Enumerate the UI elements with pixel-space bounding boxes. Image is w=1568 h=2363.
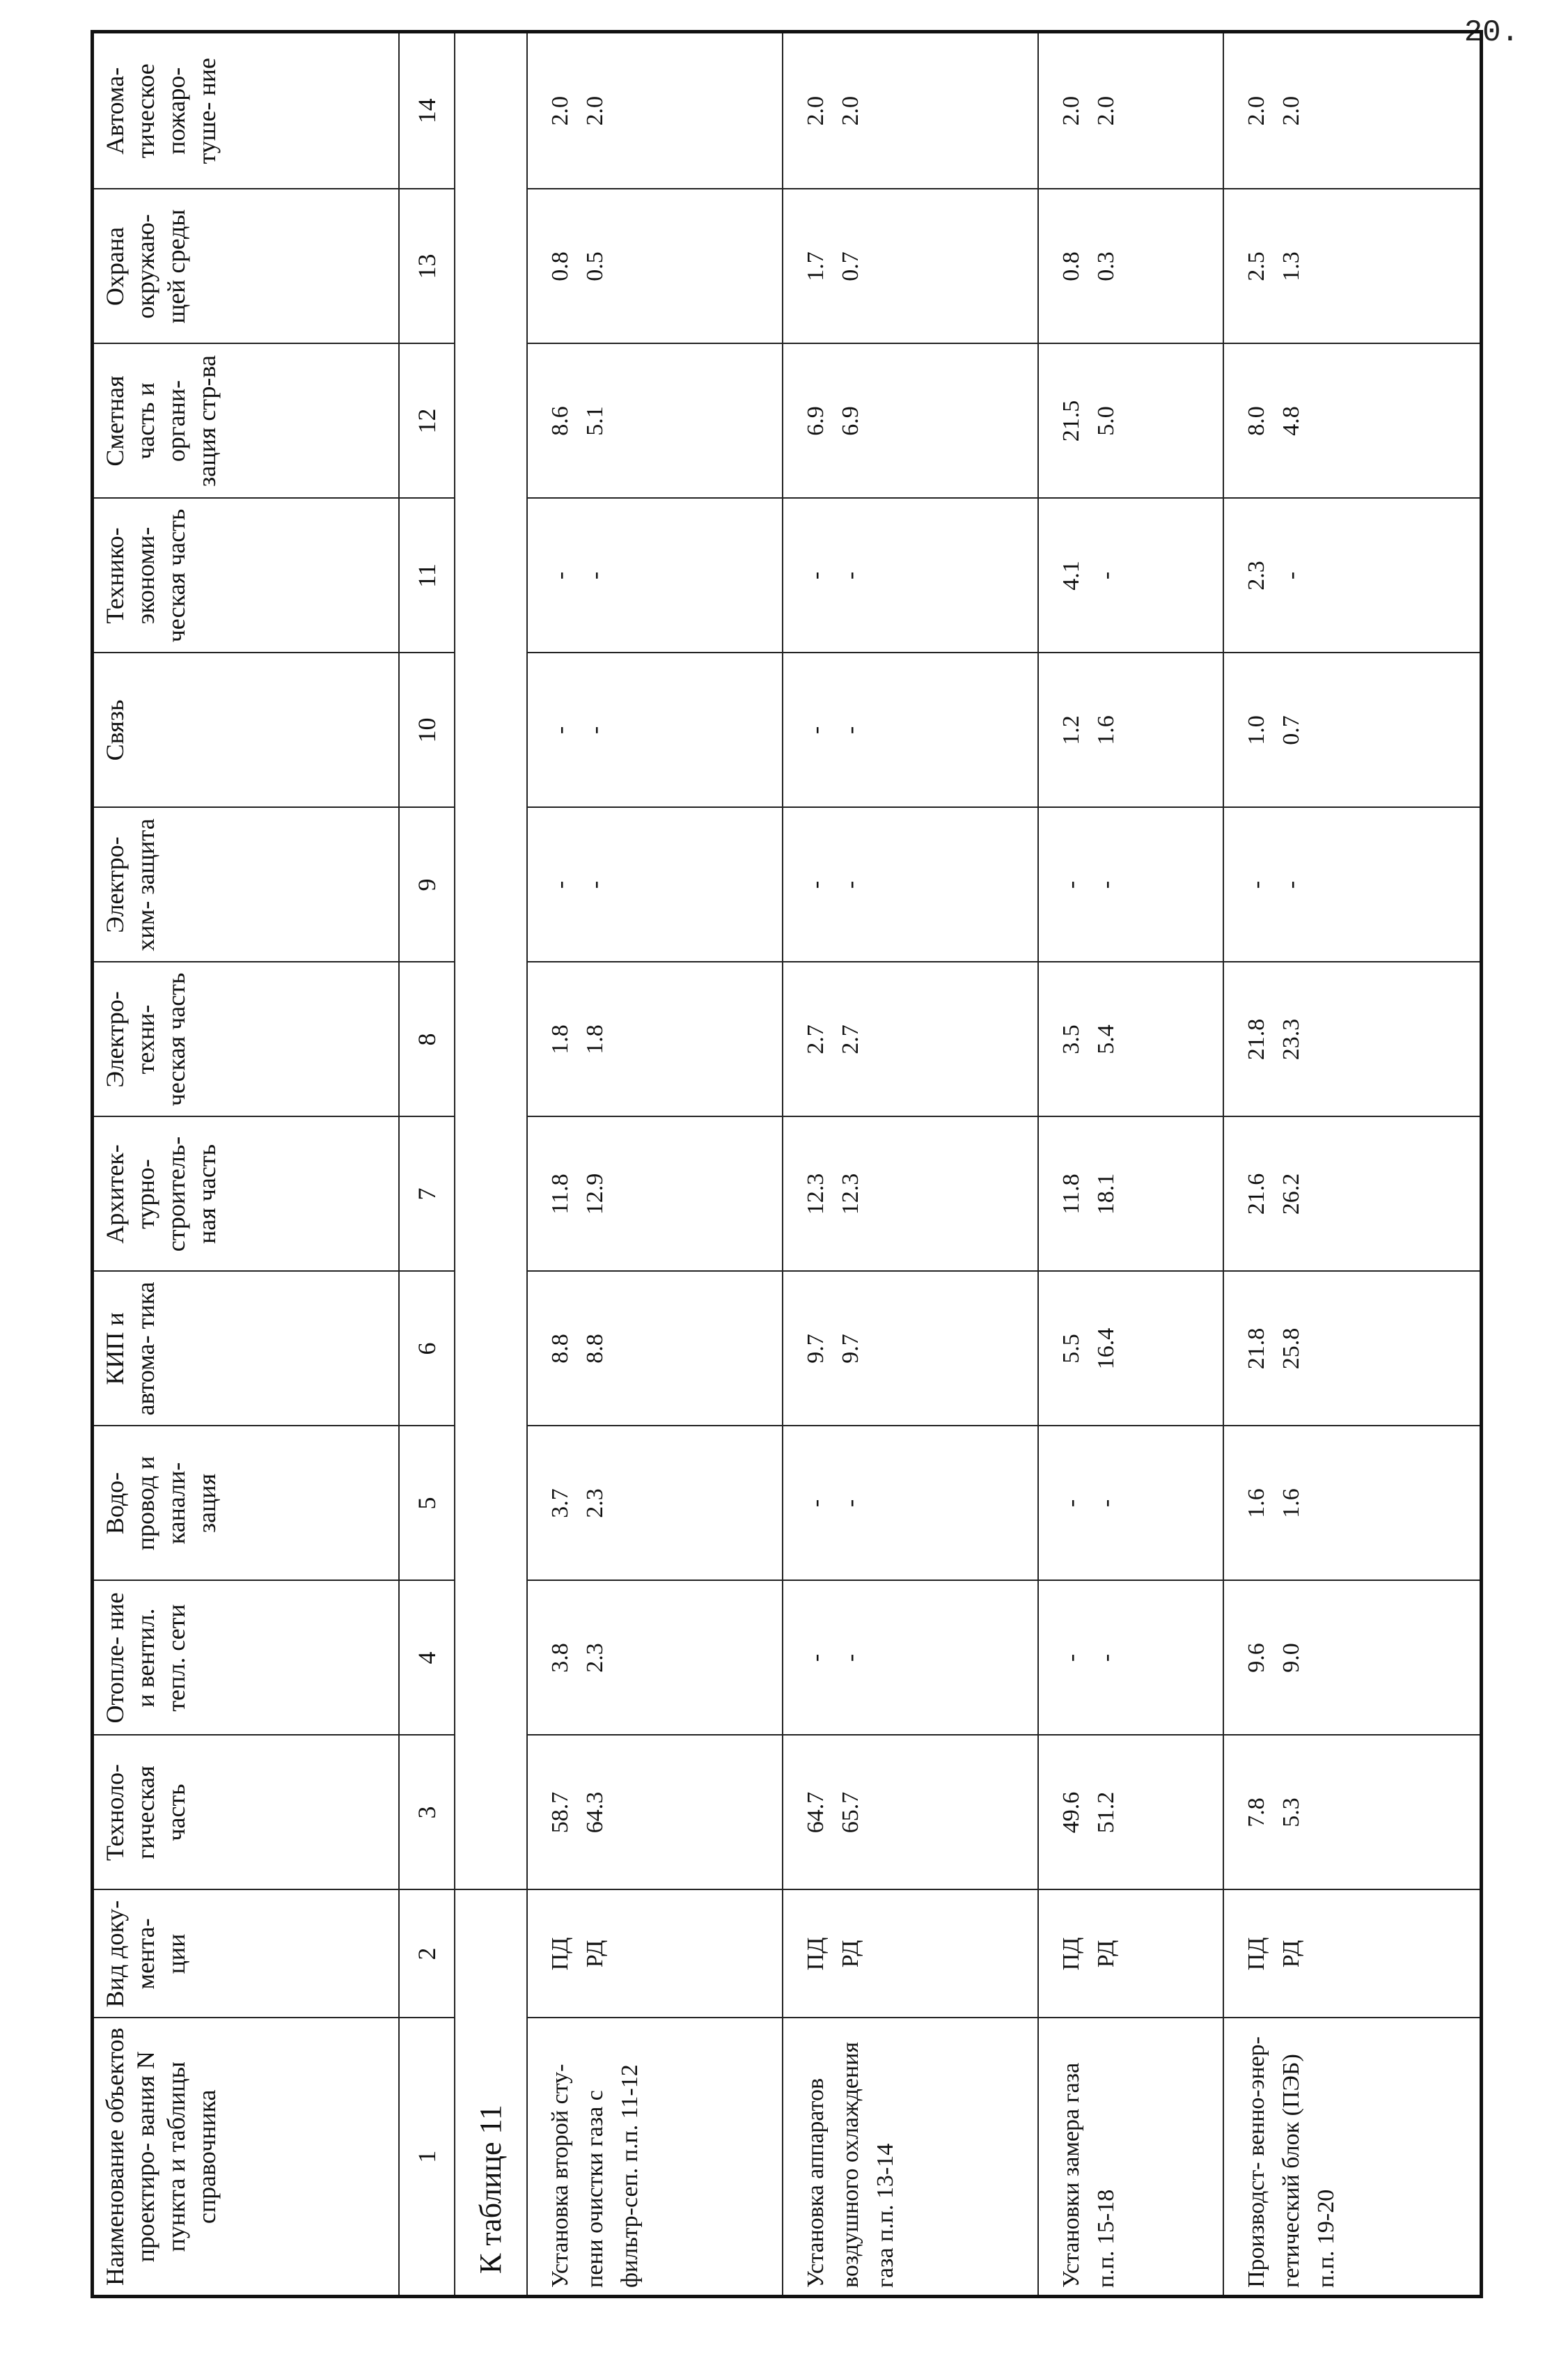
value-cell xyxy=(1038,1426,1223,1581)
percent-value: 6.9 xyxy=(837,406,863,436)
percent-value: - xyxy=(1058,1653,1084,1662)
value-cell xyxy=(1223,653,1481,808)
column-number: 3 xyxy=(399,1736,455,1890)
percent-value: 2.7 xyxy=(802,1024,829,1054)
value-cell xyxy=(1223,808,1481,962)
value-cell xyxy=(1038,653,1223,808)
percent-value: - xyxy=(802,1499,829,1508)
percent-value: - xyxy=(837,571,863,580)
table-body xyxy=(455,32,1482,2297)
percent-value: - xyxy=(547,571,573,580)
percent-value: 9.0 xyxy=(1278,1643,1305,1673)
doc-type-value: ПД xyxy=(1058,1937,1084,1971)
column-number-row xyxy=(399,32,455,2297)
percent-value: 3.8 xyxy=(547,1643,573,1673)
value-cell xyxy=(1038,808,1223,962)
percent-value: 5.4 xyxy=(1092,1024,1119,1054)
value-cell xyxy=(527,808,783,962)
column-number: 9 xyxy=(399,808,455,962)
percent-value: - xyxy=(1092,571,1119,580)
header-row xyxy=(93,32,399,2297)
percent-value: - xyxy=(837,880,863,889)
percent-value: 16.4 xyxy=(1092,1327,1119,1370)
percent-value: 51.2 xyxy=(1092,1791,1119,1834)
header-heating: Отопле- ние и вентил. тепл. сети xyxy=(93,1581,399,1736)
header-water-supply: Водо- провод и канали- зация xyxy=(93,1426,399,1581)
doc-type-cell xyxy=(783,1890,1038,2018)
percent-value: 21.8 xyxy=(1244,1018,1270,1061)
value-cell xyxy=(1223,1117,1481,1272)
percent-value: 64.3 xyxy=(581,1791,608,1834)
header-communication: Связь xyxy=(93,653,399,808)
value-cell xyxy=(1223,1581,1481,1736)
value-cell xyxy=(783,499,1038,653)
percent-value: 1.2 xyxy=(1058,715,1084,745)
header-fire-suppression: Автома- тическое пожаро- туше- ние xyxy=(93,32,399,189)
section-title: К таблице 11 xyxy=(455,1890,527,2297)
value-cell xyxy=(1038,1736,1223,1890)
value-cell xyxy=(783,1272,1038,1426)
header-instrumentation: КИП и автома- тика xyxy=(93,1272,399,1426)
percent-value: - xyxy=(802,1653,829,1662)
percent-value: 2.0 xyxy=(1244,96,1270,126)
doc-type-value: ПД xyxy=(1244,1937,1270,1971)
value-cell xyxy=(1223,1736,1481,1890)
percent-value: 64.7 xyxy=(802,1791,829,1834)
doc-type-value: РД xyxy=(581,1940,608,1968)
section-row xyxy=(455,32,527,2297)
table-header xyxy=(93,32,455,2297)
percent-value: 0.8 xyxy=(1058,251,1084,281)
percent-value: - xyxy=(547,880,573,889)
percent-value: - xyxy=(802,880,829,889)
percent-value: 0.8 xyxy=(547,251,573,281)
percent-value: 1.0 xyxy=(1244,715,1270,745)
doc-type-value: РД xyxy=(1278,1940,1305,1968)
value-cell xyxy=(527,499,783,653)
percent-value: 4.1 xyxy=(1058,561,1084,591)
percent-value: 21.8 xyxy=(1244,1327,1270,1370)
table-row xyxy=(527,32,783,2297)
value-cell xyxy=(527,1117,783,1272)
value-cell xyxy=(1038,499,1223,653)
percent-value: - xyxy=(1244,880,1270,889)
value-cell xyxy=(1038,1272,1223,1426)
value-cell xyxy=(1038,1581,1223,1736)
object-name-cell: Установки замера газа п.п. 15-18 xyxy=(1038,2018,1223,2297)
percent-value: 2.3 xyxy=(1244,561,1270,591)
percent-value: 9.7 xyxy=(837,1334,863,1364)
value-cell xyxy=(1038,962,1223,1117)
percent-value: 58.7 xyxy=(547,1791,573,1834)
percent-value: 0.7 xyxy=(1278,715,1305,745)
doc-type-value: ПД xyxy=(547,1937,573,1971)
percent-value: - xyxy=(581,571,608,580)
doc-type-value: ПД xyxy=(802,1937,829,1971)
percent-value: 2.0 xyxy=(837,96,863,126)
header-economics: Технико- экономи- ческая часть xyxy=(93,499,399,653)
header-electrochemical-protection: Электро- хим- защита xyxy=(93,808,399,962)
value-cell xyxy=(1223,32,1481,189)
column-number: 4 xyxy=(399,1581,455,1736)
value-cell xyxy=(1223,344,1481,499)
value-cell xyxy=(783,653,1038,808)
value-cell xyxy=(783,1736,1038,1890)
column-number: 10 xyxy=(399,653,455,808)
doc-type-cell xyxy=(527,1890,783,2018)
percent-value: - xyxy=(1058,880,1084,889)
percent-value: 1.8 xyxy=(547,1024,573,1054)
percent-value: 12.9 xyxy=(581,1173,608,1215)
object-name-cell: Установка второй сту- пени очистки газа с фильтр-сеп. п.п. 11-12 xyxy=(527,2018,783,2297)
value-cell xyxy=(1223,189,1481,344)
percent-value: 2.0 xyxy=(1092,96,1119,126)
percent-value: 21.5 xyxy=(1058,400,1084,442)
percent-value: 11.8 xyxy=(1058,1173,1084,1215)
object-name-cell: Установка аппаратов воздушного охлаждения газа п.п. 13-14 xyxy=(783,2018,1038,2297)
percent-value: 12.3 xyxy=(837,1173,863,1215)
percent-value: - xyxy=(837,1653,863,1662)
percent-value: 2.0 xyxy=(581,96,608,126)
header-object-name: Наименование объектов проектиро- вания N пункта и таблицы справочника xyxy=(93,2018,399,2297)
value-cell xyxy=(527,653,783,808)
percent-value: 2.0 xyxy=(1278,96,1305,126)
percent-value: 26.2 xyxy=(1278,1173,1305,1215)
percent-value: 2.3 xyxy=(581,1643,608,1673)
header-doc-type: Вид доку- мента- ции xyxy=(93,1890,399,2018)
header-technology: Техноло- гическая часть xyxy=(93,1736,399,1890)
percent-value: 2.0 xyxy=(547,96,573,126)
column-number: 1 xyxy=(399,2018,455,2297)
value-cell xyxy=(783,1117,1038,1272)
value-cell xyxy=(527,189,783,344)
value-cell xyxy=(783,344,1038,499)
percent-value: 11.8 xyxy=(547,1173,573,1215)
header-architecture: Архитек- турно- строитель- ная часть xyxy=(93,1117,399,1272)
column-number: 2 xyxy=(399,1890,455,2018)
value-cell xyxy=(1223,962,1481,1117)
percent-value: 2.5 xyxy=(1244,251,1270,281)
section-gap xyxy=(455,32,527,1890)
percent-value: 3.5 xyxy=(1058,1024,1084,1054)
object-name-cell: Производст- венно-энер- гетический блок (ПЭБ) п.п. 19-20 xyxy=(1223,2018,1481,2297)
column-number: 11 xyxy=(399,499,455,653)
percent-value: 5.5 xyxy=(1058,1334,1084,1364)
column-number: 14 xyxy=(399,32,455,189)
percent-value: 8.0 xyxy=(1244,406,1270,436)
value-cell xyxy=(527,32,783,189)
percent-value: 2.3 xyxy=(581,1488,608,1518)
percent-value: 1.6 xyxy=(1092,715,1119,745)
doc-type-value: РД xyxy=(837,1940,863,1968)
percent-value: 5.1 xyxy=(581,406,608,436)
page-number: 20. xyxy=(1464,15,1519,50)
percent-value: - xyxy=(837,726,863,735)
percent-value: 8.8 xyxy=(581,1334,608,1364)
percent-value: 8.8 xyxy=(547,1334,573,1364)
percent-value: 0.3 xyxy=(1092,251,1119,281)
value-cell xyxy=(783,962,1038,1117)
header-electrical: Электро- техни- ческая часть xyxy=(93,962,399,1117)
percent-value: 1.6 xyxy=(1244,1488,1270,1518)
value-cell xyxy=(783,1426,1038,1581)
percent-value: 9.7 xyxy=(802,1334,829,1364)
value-cell xyxy=(783,189,1038,344)
value-cell xyxy=(527,1736,783,1890)
percent-value: 1.8 xyxy=(581,1024,608,1054)
percent-value: 5.3 xyxy=(1278,1797,1305,1827)
percent-value: - xyxy=(802,726,829,735)
percent-value: 2.0 xyxy=(802,96,829,126)
percent-value: 25.8 xyxy=(1278,1327,1305,1370)
column-number: 8 xyxy=(399,962,455,1117)
percent-value: - xyxy=(581,880,608,889)
percent-value: 5.0 xyxy=(1092,406,1119,436)
percent-value: 1.7 xyxy=(802,251,829,281)
doc-type-cell xyxy=(1223,1890,1481,2018)
budget-distribution-table xyxy=(91,30,1483,2298)
percent-value: 0.7 xyxy=(837,251,863,281)
doc-type-cell xyxy=(1038,1890,1223,2018)
doc-type-value: РД xyxy=(1092,1940,1119,1968)
percent-value: 1.6 xyxy=(1278,1488,1305,1518)
value-cell xyxy=(783,808,1038,962)
value-cell xyxy=(527,1581,783,1736)
column-number: 12 xyxy=(399,344,455,499)
percent-value: 2.7 xyxy=(837,1024,863,1054)
percent-value: 0.5 xyxy=(581,251,608,281)
percent-value: - xyxy=(1278,880,1305,889)
percent-value: - xyxy=(1058,1499,1084,1508)
percent-value: 18.1 xyxy=(1092,1173,1119,1215)
percent-value: 4.8 xyxy=(1278,406,1305,436)
column-number: 6 xyxy=(399,1272,455,1426)
value-cell xyxy=(527,344,783,499)
value-cell xyxy=(527,1272,783,1426)
percent-value: 7.8 xyxy=(1244,1797,1270,1827)
percent-value: - xyxy=(1092,1499,1119,1508)
percent-value: 9.6 xyxy=(1244,1643,1270,1673)
percent-value: 6.9 xyxy=(802,406,829,436)
value-cell xyxy=(527,962,783,1117)
table-row xyxy=(1223,32,1481,2297)
percent-value: 2.0 xyxy=(1058,96,1084,126)
value-cell xyxy=(1038,189,1223,344)
column-number: 13 xyxy=(399,189,455,344)
percent-value: 21.6 xyxy=(1244,1173,1270,1215)
percent-value: - xyxy=(581,726,608,735)
table-container xyxy=(91,35,1483,2298)
percent-value: - xyxy=(547,726,573,735)
column-number: 7 xyxy=(399,1117,455,1272)
value-cell xyxy=(783,1581,1038,1736)
value-cell xyxy=(1223,499,1481,653)
percent-value: - xyxy=(837,1499,863,1508)
percent-value: - xyxy=(1278,571,1305,580)
percent-value: 1.3 xyxy=(1278,251,1305,281)
percent-value: 49.6 xyxy=(1058,1791,1084,1834)
percent-value: 8.6 xyxy=(547,406,573,436)
percent-value: - xyxy=(802,571,829,580)
value-cell xyxy=(1223,1272,1481,1426)
value-cell xyxy=(1038,32,1223,189)
percent-value: 12.3 xyxy=(802,1173,829,1215)
value-cell xyxy=(527,1426,783,1581)
header-environment: Охрана окружаю- щей среды xyxy=(93,189,399,344)
percent-value: 65.7 xyxy=(837,1791,863,1834)
header-estimates: Сметная часть и органи- зация стр-ва xyxy=(93,344,399,499)
value-cell xyxy=(1038,1117,1223,1272)
percent-value: - xyxy=(1092,1653,1119,1662)
value-cell xyxy=(1223,1426,1481,1581)
table-row xyxy=(783,32,1038,2297)
value-cell xyxy=(1038,344,1223,499)
percent-value: 3.7 xyxy=(547,1488,573,1518)
column-number: 5 xyxy=(399,1426,455,1581)
value-cell xyxy=(783,32,1038,189)
percent-value: 23.3 xyxy=(1278,1018,1305,1061)
table-row xyxy=(1038,32,1223,2297)
percent-value: - xyxy=(1092,880,1119,889)
